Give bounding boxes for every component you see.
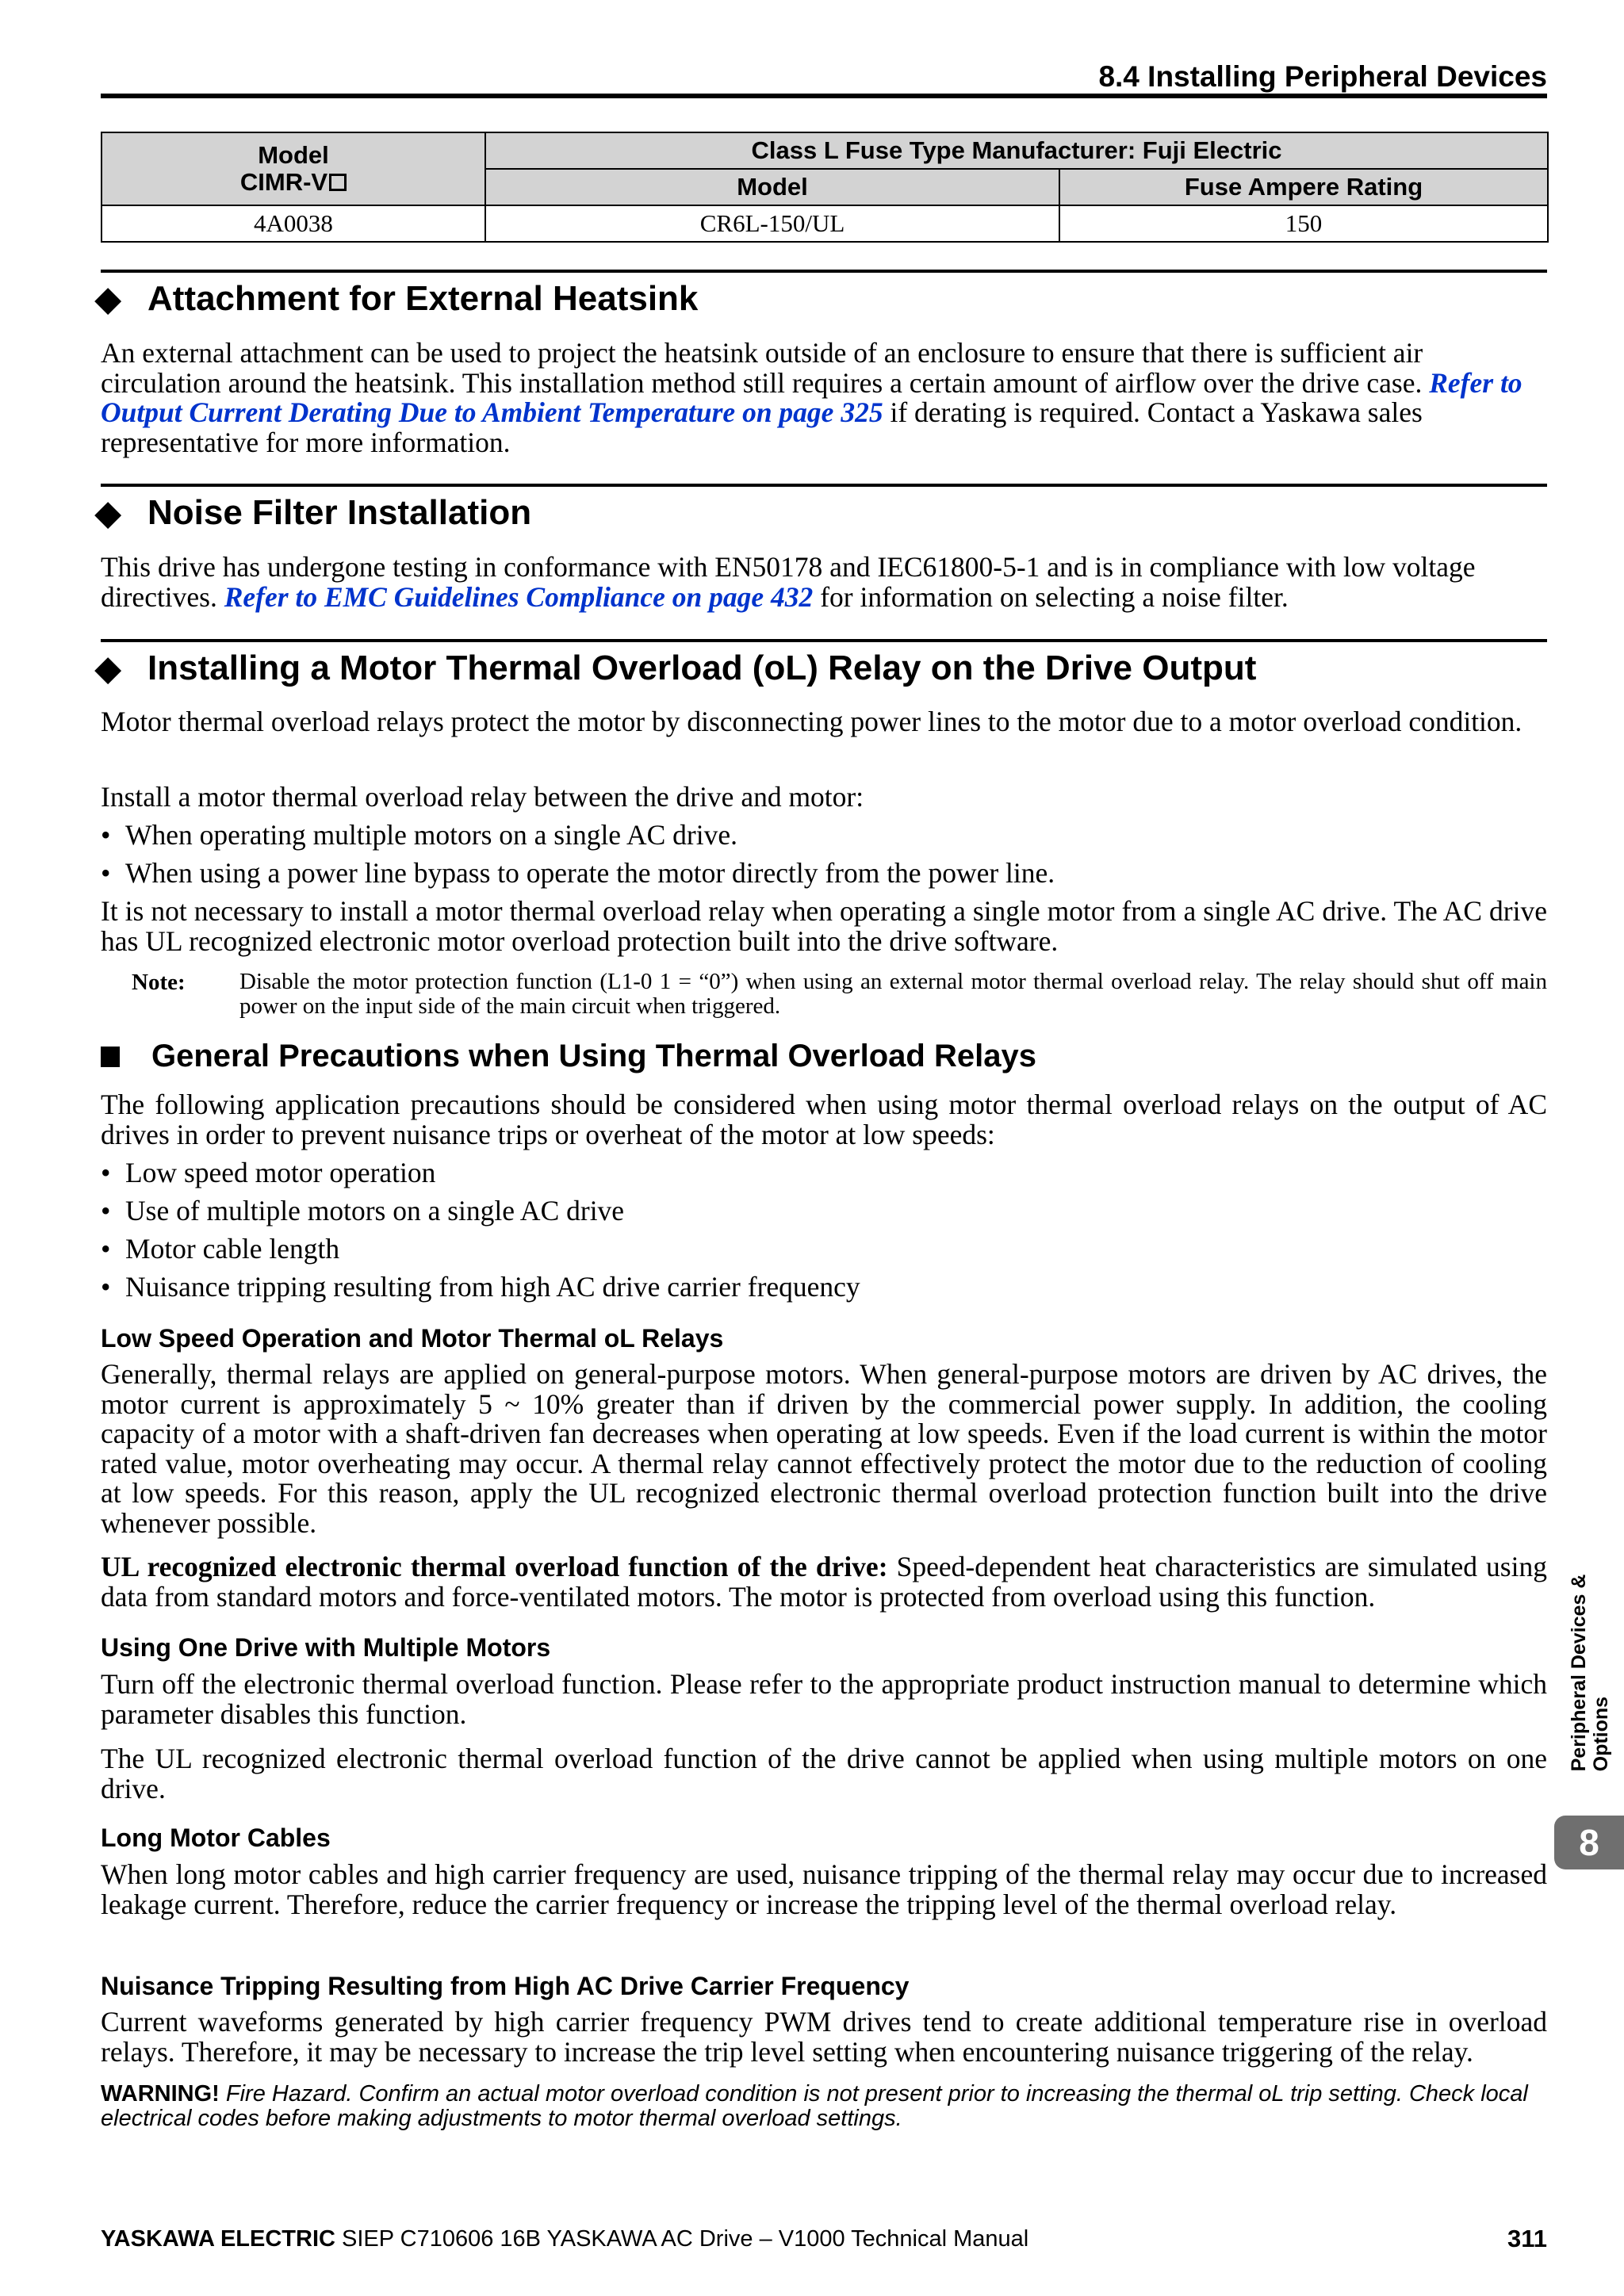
- diamond-bullet-icon: ◆: [95, 649, 121, 687]
- header-rule: [101, 94, 1547, 98]
- section-header-title: 8.4 Installing Peripheral Devices: [1098, 60, 1547, 93]
- side-tab-chapter-title: Peripheral Devices & Options: [1568, 1574, 1612, 1772]
- cell-drive-model: 4A0038: [102, 205, 485, 242]
- note-text: Disable the motor protection function (L1-0 1 = “0”) when using an external motor thermal overload relay. The relay should shut off main power on the input side of the main circuit when triggered.: [239, 969, 1547, 1019]
- heading-multiple-motors: Using One Drive with Multiple Motors: [101, 1633, 551, 1662]
- note-label: Note:: [132, 970, 186, 995]
- table-header-model: Model CIMR-V: [102, 132, 485, 205]
- paragraph-low-speed: Generally, thermal relays are applied on general-purpose motors. When general-purpose motors are driven by AC drives, the motor current is approximately 5 ~ 10% greater than if driven by the commercial power supply. In addition, the cooling capacity of a motor with a shaft-driven fan decreases when operating at low speeds. Even if the load current is within the motor rated value, motor overheating may occur. A thermal relay cannot effectively protect the motor due to the reduction of cooling at low speeds. For this reason, apply the UL recognized electronic thermal overload protection function built into the drive whenever possible.: [101, 1358, 1547, 1539]
- paragraph-ul-function: UL recognized electronic thermal overload function of the drive: Speed-dependent heat characteristics are simulated using data from standard motors and force-ventilated motors. The motor is protected from overload using this function.: [101, 1551, 1547, 1613]
- warning-label: WARNING!: [101, 2081, 220, 2107]
- diamond-bullet-icon: ◆: [95, 494, 121, 531]
- fuse-table: [101, 132, 1549, 243]
- list-item: • Use of multiple motors on a single AC drive: [101, 1195, 625, 1226]
- cell-fuse-model: CR6L-150/UL: [485, 205, 1059, 242]
- heading-external-heatsink: ◆ Attachment for External Heatsink: [95, 279, 699, 318]
- paragraph-multiple-motors-2: The UL recognized electronic thermal overload function of the drive cannot be applied when using multiple motors on one drive.: [101, 1743, 1547, 1804]
- paragraph-nuisance-tripping: Current waveforms generated by high carrier frequency PWM drives tend to create additional temperature rise in overload relays. Therefore, it may be necessary to increase the trip level setting when encountering nuisance triggering of the relay.: [101, 2006, 1547, 2068]
- section-rule: [101, 270, 1547, 273]
- heading-general-precautions: General Precautions when Using Thermal Overload Relays: [101, 1039, 1036, 1074]
- diamond-bullet-icon: ◆: [95, 280, 121, 317]
- paragraph-heatsink: An external attachment can be used to project the heatsink outside of an enclosure to ensure that there is sufficient air circulation around the heatsink. This installation method still requires a certain amount of airflow over the drive case. Refer to Output Current Derating Due to Ambient Temperature on page 325 if derating is required. Contact a Yaskawa sales representative for more information.: [101, 337, 1522, 458]
- list-item: • Nuisance tripping resulting from high AC drive carrier frequency: [101, 1271, 860, 1303]
- list-item: • When using a power line bypass to operate the motor directly from the power line.: [101, 857, 1055, 889]
- table-header-fuse-model: Model: [485, 169, 1059, 205]
- list-item: • Low speed motor operation: [101, 1157, 436, 1188]
- heading-noise-filter: ◆ Noise Filter Installation: [95, 493, 532, 532]
- heading-low-speed-operation: Low Speed Operation and Motor Thermal oL Relays: [101, 1324, 724, 1353]
- heading-thermal-overload-relay: ◆ Installing a Motor Thermal Overload (oL) Relay on the Drive Output: [95, 649, 1257, 687]
- warning-fire-hazard: WARNING! Fire Hazard. Confirm an actual motor overload condition is not present prior to increasing the thermal oL trip setting. Check local electrical codes before making adjustments to motor thermal overload settings.: [101, 2081, 1528, 2131]
- paragraph-general-precautions: The following application precautions should be considered when using motor thermal overload relays on the output of AC drives in order to prevent nuisance trips or overheat of the motor at low speeds:: [101, 1089, 1547, 1150]
- paragraph-relay-not-necessary: It is not necessary to install a motor thermal overload relay when operating a single motor from a single AC drive. The AC drive has UL recognized electronic motor overload protection built into the drive software.: [101, 895, 1547, 957]
- page-number: 311: [1507, 2225, 1547, 2252]
- section-rule: [101, 484, 1547, 487]
- heading-long-motor-cables: Long Motor Cables: [101, 1823, 331, 1852]
- section-rule: [101, 639, 1547, 642]
- heading-nuisance-tripping: Nuisance Tripping Resulting from High AC Drive Carrier Frequency: [101, 1972, 910, 2000]
- paragraph-long-motor-cables: When long motor cables and high carrier frequency are used, nuisance tripping of the thermal relay may occur due to increased leakage current. Therefore, reduce the carrier frequency or increase the tripping level of the thermal overload relay.: [101, 1858, 1547, 1920]
- paragraph-relay-install: Install a motor thermal overload relay between the drive and motor:: [101, 781, 864, 813]
- list-item: • Motor cable length: [101, 1233, 340, 1265]
- square-bullet-icon: [101, 1047, 120, 1067]
- list-item: • When operating multiple motors on a single AC drive.: [101, 819, 737, 851]
- cell-rating: 150: [1059, 205, 1548, 242]
- chapter-tab[interactable]: 8: [1554, 1816, 1624, 1869]
- table-header-manufacturer: Class L Fuse Type Manufacturer: Fuji Electric: [485, 132, 1548, 169]
- placeholder-box-icon: [329, 174, 347, 191]
- paragraph-multiple-motors-1: Turn off the electronic thermal overload function. Please refer to the appropriate product instruction manual to determine which parameter disables this function.: [101, 1668, 1547, 1730]
- link-emc-guidelines[interactable]: Refer to EMC Guidelines Compliance on page 432: [224, 580, 814, 613]
- paragraph-relay-intro: Motor thermal overload relays protect the motor by disconnecting power lines to the motor due to a motor overload condition.: [101, 706, 1522, 737]
- footer-doc-info: YASKAWA ELECTRIC SIEP C710606 16B YASKAWA AC Drive – V1000 Technical Manual: [101, 2226, 1029, 2252]
- table-header-rating: Fuse Ampere Rating: [1059, 169, 1548, 205]
- paragraph-noise-filter: This drive has undergone testing in conformance with EN50178 and IEC61800-5-1 and is in compliance with low voltage directives. Refer to EMC Guidelines Compliance on page 432 for information on selecting a noise filter.: [101, 551, 1476, 613]
- table-row: [102, 205, 1548, 242]
- link-output-current-derating[interactable]: Refer to Output Current Derating Due to Ambient Temperature on page 325: [101, 366, 1522, 428]
